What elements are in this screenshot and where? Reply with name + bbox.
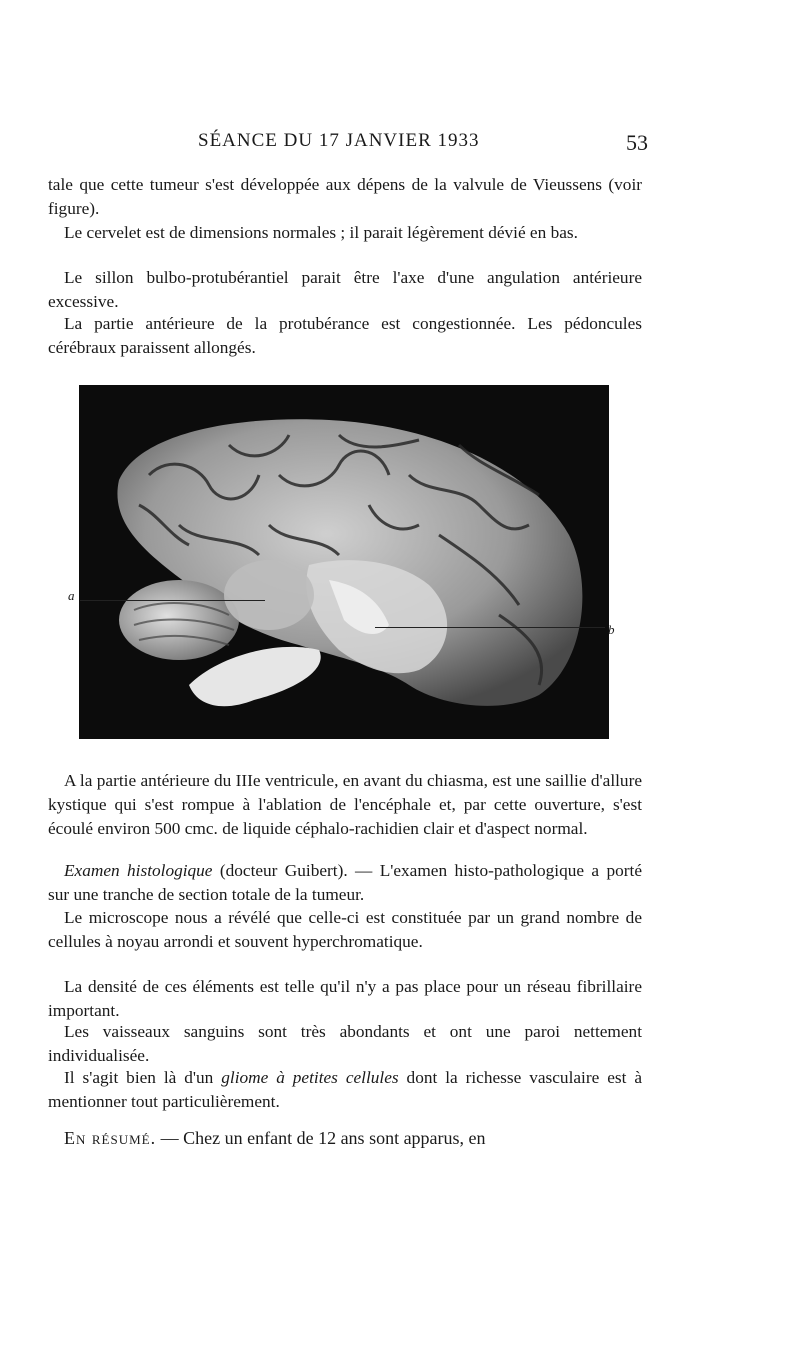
paragraph-6-emphasis: Examen histologique [64, 861, 213, 880]
pointer-line-b [375, 627, 605, 628]
paragraph-2 [48, 221, 642, 245]
paragraph-2-text: Le cervelet est de dimensions normales ; il parait légèrement dévié en bas. [64, 223, 578, 242]
paragraph-7 [48, 906, 642, 954]
paragraph-11-text: — Chez un enfant de 12 ans sont apparus, en [156, 1128, 486, 1148]
paragraph-6-text: (docteur Guibert). — L'examen histo-pathologique a porté sur une tranche de section totale de la tumeur. [48, 861, 642, 904]
paragraph-10-text-b: dont la richesse vasculaire est à mentionner tout particulièrement. [48, 1068, 643, 1111]
paragraph-4 [48, 312, 642, 360]
paragraph-4-text: La partie antérieure de la protubérance est congestionnée. Les pédoncules cérébraux paraissent allongés. [48, 314, 642, 357]
paragraph-8 [48, 975, 642, 1023]
running-title: SÉANCE DU 17 JANVIER 1933 [198, 130, 480, 151]
figure-label-a: a [68, 588, 75, 603]
paragraph-6 [48, 859, 642, 907]
figure-label-b: b [608, 622, 615, 637]
paragraph-3 [48, 266, 642, 314]
paragraph-10-text-a: Il s'agit bien là d'un [64, 1068, 222, 1087]
brain-section-photograph [79, 385, 609, 739]
summary-heading: En résumé. [64, 1128, 157, 1148]
paragraph-10 [48, 1066, 642, 1114]
paragraph-11 [48, 1125, 642, 1151]
brain-photo-drawing [79, 385, 609, 739]
pointer-line-a [80, 600, 265, 601]
paragraph-5-text: A la partie antérieure du IIIe ventricule, en avant du chiasma, est une saillie d'allure kystique qui s'est rompue à l'ablation de l'encéphale et, par cette ouverture, s'est écoulé environ 500 cmc. de liquide céphalo-rachidien clair et d'aspect normal. [48, 771, 642, 838]
page-header [48, 130, 648, 160]
paragraph-5 [48, 769, 642, 841]
paragraph-3-text: Le sillon bulbo-protubérantiel parait être l'axe d'une angulation antérieure excessive. [48, 268, 642, 311]
paragraph-1 [48, 173, 642, 221]
paragraph-8-text: La densité de ces éléments est telle qu'il n'y a pas place pour un réseau fibrillaire important. [48, 977, 642, 1020]
page-number: 53 [626, 130, 648, 155]
paragraph-1-text: tale que cette tumeur s'est développée aux dépens de la valvule de Vieussens (voir figure). [48, 175, 642, 218]
paragraph-9 [48, 1020, 642, 1068]
paragraph-9-text: Les vaisseaux sanguins sont très abondants et ont une paroi nettement individualisée. [48, 1022, 642, 1065]
paragraph-10-emphasis: gliome à petites cellules [221, 1068, 399, 1087]
paragraph-7-text: Le microscope nous a révélé que celle-ci est constituée par un grand nombre de cellules à noyau arrondi et souvent hyperchromatique. [48, 908, 642, 951]
